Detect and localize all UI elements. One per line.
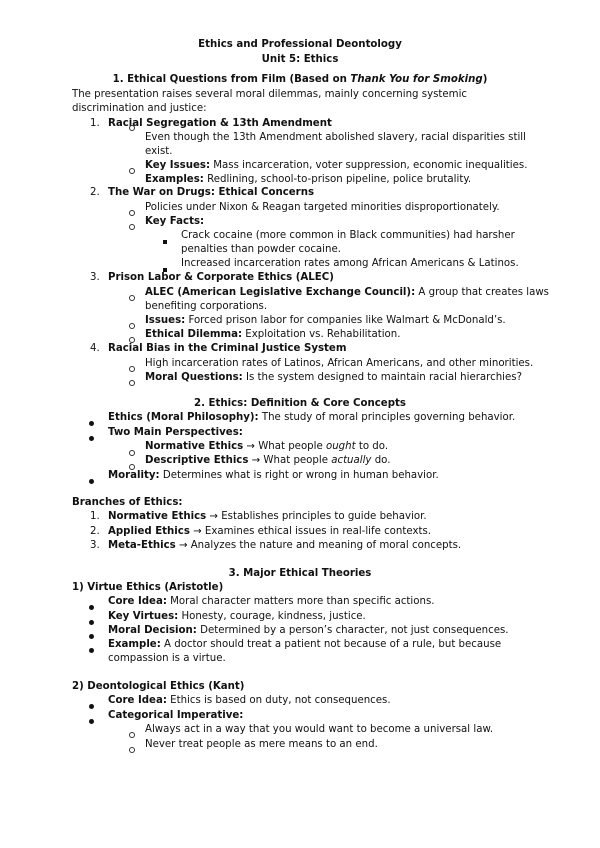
list-item-3: 3. — [90, 272, 100, 283]
disc-bullet-icon — [89, 615, 94, 630]
virtue-core-idea: Core Idea: Moral character matters more than specific actions. — [108, 596, 435, 607]
branches-heading: Branches of Ethics: — [72, 497, 183, 508]
disc-bullet-icon — [89, 416, 94, 431]
list-item-2a: Policies under Nixon & Reagan targeted minorities disproportionately. — [145, 202, 500, 213]
branch-item-3: 3. — [90, 540, 100, 551]
core-concept-morality: Morality: Determines what is right or wrong in human behavior. — [108, 470, 439, 481]
disc-bullet-icon — [89, 643, 94, 658]
disc-bullet-icon — [89, 474, 94, 489]
disc-bullet-icon — [89, 600, 94, 615]
list-item-2b1-line-1: Crack cocaine (more common in Black communities) had harsher — [181, 230, 515, 241]
section-3-heading: 3. Major Ethical Theories — [228, 568, 372, 579]
deontological-ethics-title: 2) Deontological Ethics (Kant) — [72, 681, 245, 692]
list-item-2: 2. — [90, 187, 100, 198]
disc-bullet-icon — [89, 629, 94, 644]
circle-bullet-icon — [129, 362, 135, 377]
list-item-4-title: Racial Bias in the Criminal Justice System — [108, 343, 347, 354]
core-concept-perspectives: Two Main Perspectives: — [108, 427, 243, 438]
virtue-moral-decision: Moral Decision: Determined by a person’s character, not just consequences. — [108, 625, 509, 636]
circle-bullet-icon — [129, 206, 135, 221]
square-bullet-icon — [163, 234, 167, 249]
virtue-ethics-title: 1) Virtue Ethics (Aristotle) — [72, 582, 224, 593]
circle-bullet-icon — [129, 446, 135, 461]
disc-bullet-icon — [89, 431, 94, 446]
list-item-3-title: Prison Labor & Corporate Ethics (ALEC) — [108, 272, 334, 283]
list-item-3a-line-2: benefiting corporations. — [145, 301, 268, 312]
list-item-1a-line-2: exist. — [145, 146, 173, 157]
core-concept-ethics: Ethics (Moral Philosophy): The study of moral principles governing behavior. — [108, 412, 516, 423]
circle-bullet-icon — [129, 728, 135, 743]
branch-item-1: 1. — [90, 511, 100, 522]
list-item-4a: High incarceration rates of Latinos, African Americans, and other minorities. — [145, 358, 534, 369]
list-item-1-title: Racial Segregation & 13th Amendment — [108, 118, 332, 129]
list-item-1: 1. — [90, 118, 100, 129]
circle-bullet-icon — [129, 220, 135, 235]
intro-line-2: discrimination and justice: — [72, 103, 207, 114]
circle-bullet-icon — [129, 291, 135, 306]
list-item-3a-line-1: ALEC (American Legislative Exchange Council): A group that creates laws — [145, 287, 549, 298]
circle-bullet-icon — [129, 376, 135, 391]
branch-item-3-text: Meta-Ethics → Analyzes the nature and meaning of moral concepts. — [108, 540, 462, 551]
list-item-2b2: Increased incarceration rates among African Americans & Latinos. — [181, 258, 519, 269]
list-item-4: 4. — [90, 343, 100, 354]
document-title: Ethics and Professional Deontology — [198, 39, 402, 50]
intro-line-1: The presentation raises several moral dilemmas, mainly concerning systemic — [72, 89, 468, 100]
list-item-2b: Key Facts: — [145, 216, 205, 227]
section-1-heading: 1. Ethical Questions from Film (Based on Thank You for Smoking) — [112, 74, 488, 85]
circle-bullet-icon — [129, 743, 135, 758]
perspective-descriptive: Descriptive Ethics → What people actually do. — [145, 455, 391, 466]
branch-item-2-text: Applied Ethics → Examines ethical issues in real-life contexts. — [108, 526, 432, 537]
disc-bullet-icon — [89, 699, 94, 714]
unit-title: Unit 5: Ethics — [261, 54, 339, 65]
circle-bullet-icon — [129, 319, 135, 334]
list-item-1b: Key Issues: Mass incarceration, voter suppression, economic inequalities. — [145, 160, 528, 171]
disc-bullet-icon — [89, 714, 94, 729]
list-item-3c: Ethical Dilemma: Exploitation vs. Rehabilitation. — [145, 329, 401, 340]
branch-item-1-text: Normative Ethics → Establishes principles to guide behavior. — [108, 511, 427, 522]
branch-item-2: 2. — [90, 526, 100, 537]
list-item-2b1-line-2: penalties than powder cocaine. — [181, 244, 341, 255]
perspective-normative: Normative Ethics → What people ought to do. — [145, 441, 389, 452]
virtue-key-virtues: Key Virtues: Honesty, courage, kindness, justice. — [108, 611, 366, 622]
list-item-1c: Examples: Redlining, school-to-prison pipeline, police brutality. — [145, 174, 472, 185]
virtue-example-line-2: compassion is a virtue. — [108, 653, 226, 664]
list-item-4b: Moral Questions: Is the system designed to maintain racial hierarchies? — [145, 372, 522, 383]
categorical-imperative-2: Never treat people as mere means to an end. — [145, 739, 378, 750]
section-2-heading: 2. Ethics: Definition & Core Concepts — [194, 398, 406, 409]
circle-bullet-icon — [129, 164, 135, 179]
list-item-2-title: The War on Drugs: Ethical Concerns — [108, 187, 315, 198]
circle-bullet-icon — [129, 121, 135, 136]
virtue-example-line-1: Example: A doctor should treat a patient not because of a rule, but because — [108, 639, 502, 650]
deontology-categorical-imperative: Categorical Imperative: — [108, 710, 244, 721]
deontology-core-idea: Core Idea: Ethics is based on duty, not consequences. — [108, 695, 391, 706]
list-item-3b: Issues: Forced prison labor for companies like Walmart & McDonald’s. — [145, 315, 506, 326]
categorical-imperative-1: Always act in a way that you would want to become a universal law. — [145, 724, 494, 735]
list-item-1a-line-1: Even though the 13th Amendment abolished slavery, racial disparities still — [145, 132, 526, 143]
